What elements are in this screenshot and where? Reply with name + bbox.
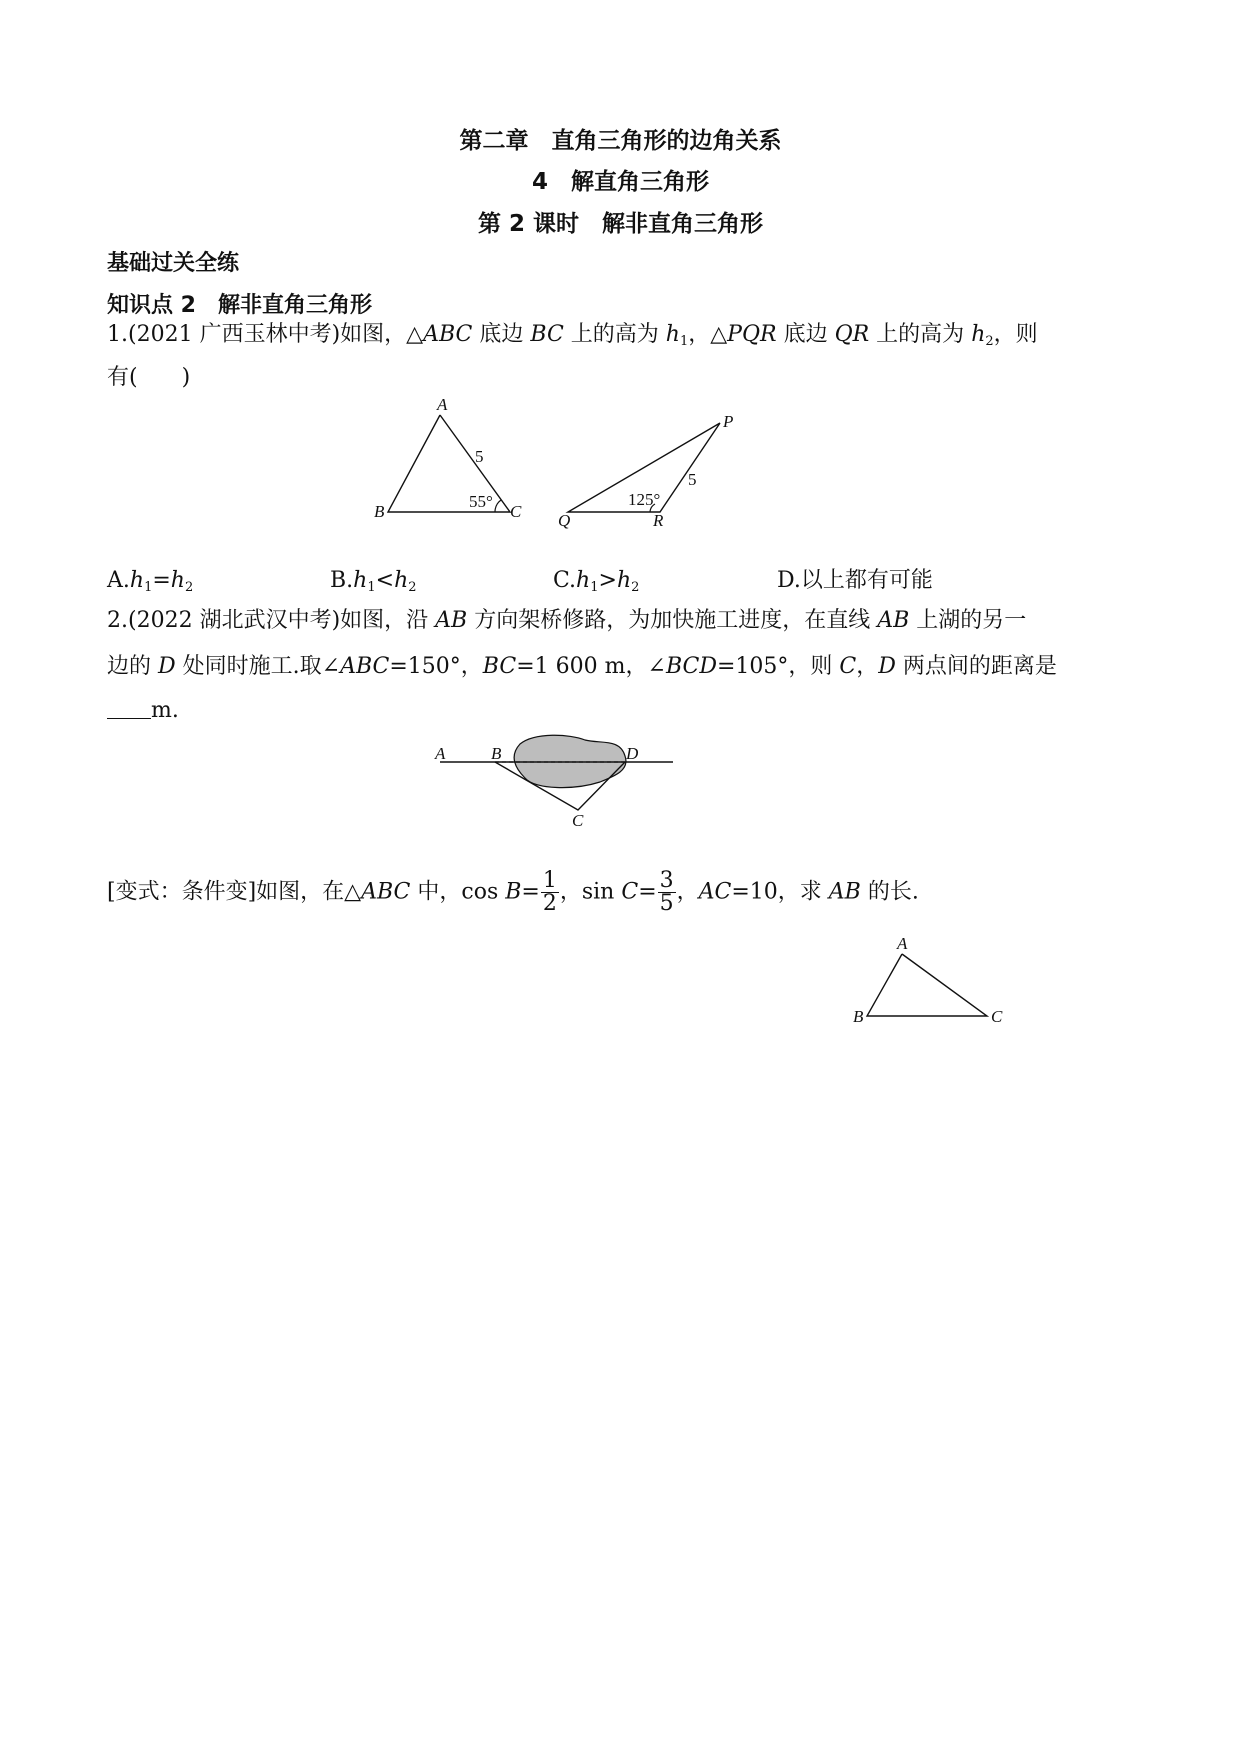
angle-c-arc (495, 500, 501, 512)
label-a: A (437, 395, 448, 414)
q2-text: 方向架桥修路，为加快施工进度，在直线 (467, 608, 878, 633)
option-h: h (129, 568, 145, 593)
q2-text: =1 600 m，∠ (516, 654, 666, 679)
q1-text: ，则 (993, 322, 1038, 347)
fraction-denominator: 5 (659, 891, 674, 916)
angle-label: 55° (469, 492, 493, 511)
q2-line-2 (107, 652, 1057, 682)
q2-line-3 (107, 696, 179, 726)
option-c[interactable] (553, 566, 639, 603)
q1-h2-sub: 2 (985, 334, 994, 349)
label-c: C (572, 811, 584, 828)
fraction-numerator: 1 (542, 868, 557, 893)
option-a[interactable] (107, 566, 193, 603)
label-b: B (853, 1007, 864, 1026)
variant-text: = (521, 879, 540, 905)
option-h: h (394, 568, 409, 593)
label-c: C (991, 1007, 1003, 1026)
q1-side-qr: QR (834, 322, 870, 347)
q2-text: 边的 (107, 654, 158, 679)
answer-blank[interactable] (107, 698, 151, 719)
option-sub: 2 (408, 580, 417, 595)
q1-h2: h (971, 322, 986, 347)
angle-label: 125° (628, 490, 661, 509)
q2-source: (2022 湖北武汉中考) (128, 608, 341, 633)
label-p: P (723, 412, 734, 431)
option-sub: 2 (631, 580, 640, 595)
q1-text: 如图，△ (340, 322, 424, 347)
practice-heading: 基础过关全练 (107, 251, 240, 276)
q2-angle-abc: ABC (340, 654, 390, 679)
triangle-abc-outline (867, 954, 987, 1016)
option-h: h (170, 568, 185, 593)
q2-text: 处同时施工.取∠ (175, 654, 341, 679)
label-a: A (435, 744, 446, 763)
option-d[interactable] (777, 566, 933, 596)
fraction-three-fifths (658, 870, 676, 915)
knowledge-point-heading: 知识点 2 解非直角三角形 (107, 293, 372, 318)
q2-line-ab: AB (877, 608, 910, 633)
q1-line-2: 有( ) (107, 365, 191, 390)
option-h: h (353, 568, 368, 593)
q2-number: 2. (107, 608, 128, 633)
q1-source: (2021 广西玉林中考) (128, 322, 341, 347)
q1-text: 底边 (472, 322, 531, 347)
side-length-label: 5 (688, 470, 697, 489)
option-sub: 1 (144, 580, 153, 595)
option-text: 以上都有可能 (800, 568, 933, 593)
variant-text: ，sin (559, 879, 622, 905)
option-key: C. (553, 568, 577, 593)
option-operator: > (598, 568, 617, 593)
option-operator: = (152, 568, 171, 593)
q1-line-1 (107, 320, 1038, 357)
q2-line-1 (107, 606, 1026, 636)
option-h: h (576, 568, 591, 593)
q1-h1-sub: 1 (679, 334, 689, 349)
fraction-denominator: 2 (542, 891, 557, 916)
q2-side-bc: BC (482, 654, 517, 679)
option-operator: < (375, 568, 395, 593)
variant-side-ac: AC (698, 879, 732, 905)
q2-text: ， (856, 654, 879, 679)
q2-point-d: D (158, 654, 176, 679)
fraction-numerator: 3 (659, 868, 674, 893)
q2-text: 上湖的另一 (909, 608, 1027, 633)
fraction-one-half (541, 870, 559, 915)
label-a: A (897, 934, 908, 953)
triangle-abc-figure (374, 395, 522, 521)
section-title: 4 解直角三角形 (531, 169, 709, 195)
q2-text: =105°，则 (716, 654, 840, 679)
label-q: Q (558, 511, 571, 530)
variant-side-ab: AB (828, 879, 861, 905)
variant-text: =10，求 (731, 879, 829, 905)
variant-triangle-abc: ABC (361, 879, 411, 905)
option-key: B. (330, 568, 354, 593)
variant-text: [变式：条件变]如图，在△ (107, 879, 362, 905)
triangle-pqr-figure (558, 412, 733, 530)
option-key: A. (107, 568, 130, 593)
q2-text: 两点间的距离是 (895, 654, 1057, 679)
q2-figure (425, 728, 685, 828)
variant-figure (845, 932, 1015, 1027)
q1-h1: h (665, 322, 680, 347)
option-sub: 1 (367, 580, 376, 595)
variant-question (107, 870, 919, 915)
q1-number: 1. (107, 322, 128, 347)
option-sub: 2 (184, 580, 194, 595)
q2-text: 如图，沿 (340, 608, 436, 633)
q2-text: =150°， (389, 654, 483, 679)
variant-text: = (638, 879, 657, 905)
variant-angle-c: C (621, 879, 639, 905)
q2-point-d: D (878, 654, 896, 679)
variant-angle-b: B (505, 879, 522, 905)
label-d: D (626, 744, 639, 763)
q2-line-ab: AB (435, 608, 468, 633)
label-c: C (510, 502, 522, 521)
option-b[interactable] (330, 566, 417, 603)
label-r: R (653, 511, 664, 530)
lesson-title: 第 2 课时 解非直角三角形 (477, 211, 764, 237)
variant-text: 中，cos (410, 879, 506, 905)
q1-side-bc: BC (530, 322, 564, 347)
q1-figure (360, 395, 760, 535)
q2-unit: m. (151, 698, 179, 723)
option-sub: 1 (590, 580, 599, 595)
chapter-title: 第二章 直角三角形的边角关系 (459, 128, 782, 154)
q1-text: 上的高为 (869, 322, 972, 347)
q1-text: ，△ (688, 322, 728, 347)
q1-triangle-pqr: PQR (727, 322, 777, 347)
option-h: h (616, 568, 632, 593)
side-length-label: 5 (475, 447, 484, 466)
variant-text: 的长. (860, 879, 919, 905)
q1-text: 上的高为 (563, 322, 666, 347)
q2-angle-bcd: BCD (665, 654, 717, 679)
q1-triangle-abc: ABC (423, 322, 473, 347)
q2-point-c: C (839, 654, 857, 679)
label-b: B (491, 744, 502, 763)
label-b: B (374, 502, 385, 521)
variant-text: ， (676, 879, 699, 905)
q1-text: 底边 (776, 322, 835, 347)
option-key: D. (777, 568, 801, 593)
